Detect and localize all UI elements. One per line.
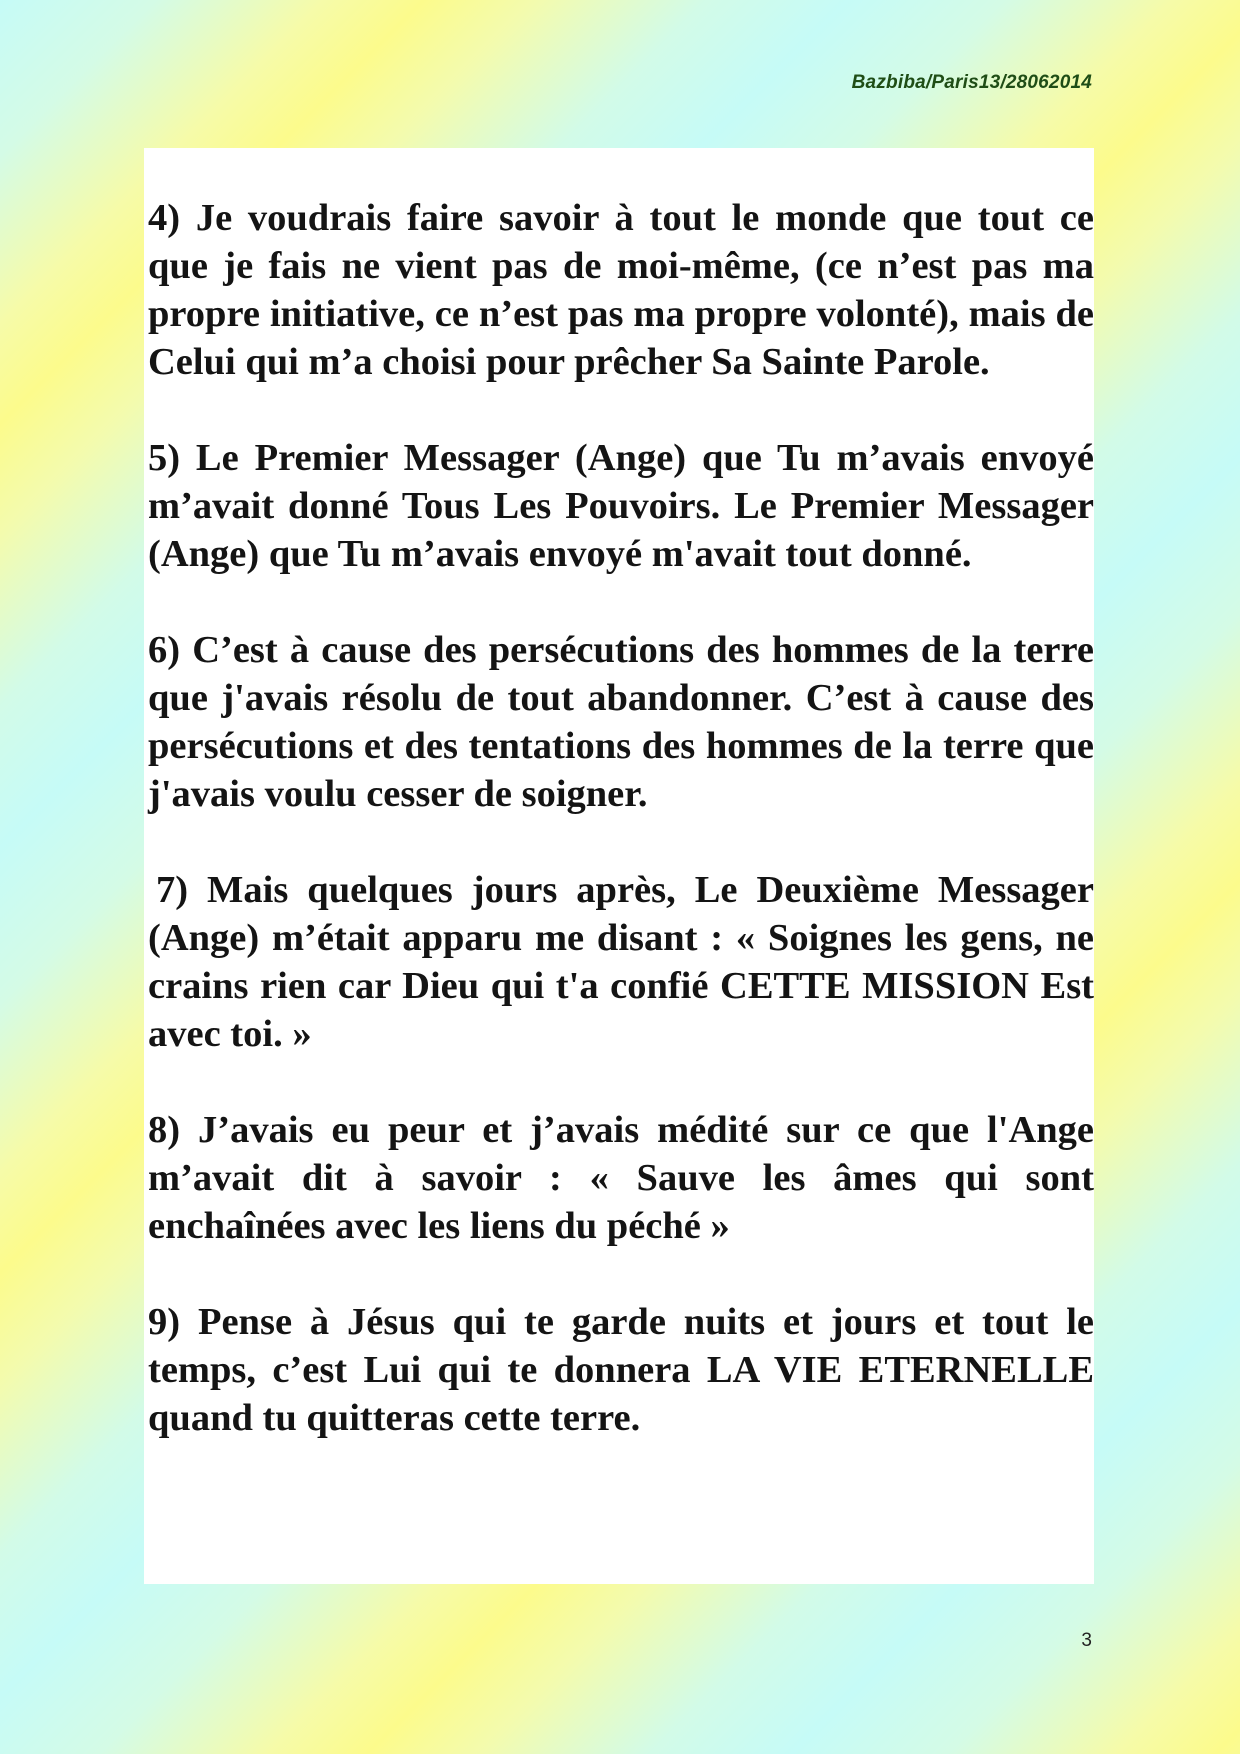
- text-panel: [144, 148, 1094, 1584]
- paragraph-6: 6) C’est à cause des persécutions des hommes de la terre que j'avais résolu de tout abandonner. C’est à cause des persécutions et des tentations des hommes de la terre que j'avais voulu cesser de soigner.: [148, 629, 1094, 815]
- paragraph-8: 8) J’avais eu peur et j’avais médité sur ce que l'Ange m’avait dit à savoir : « Sauve les âmes qui sont enchaînées avec les liens du péché »: [148, 1109, 1094, 1247]
- paragraph-7: 7) Mais quelques jours après, Le Deuxième Messager (Ange) m’était apparu me disant : « Soignes les gens, ne crains rien car Dieu qui t'a confié CETTE MISSION Est avec toi. »: [148, 869, 1094, 1055]
- paragraph-9: 9) Pense à Jésus qui te garde nuits et jours et tout le temps, c’est Lui qui te donnera LA VIE ETERNELLE quand tu quitteras cette terre.: [148, 1301, 1094, 1439]
- paragraph-4: 4) Je voudrais faire savoir à tout le monde que tout ce que je fais ne vient pas de moi-même, (ce n’est pas ma propre initiative, ce n’est pas ma propre volonté), mais de Celui qui m’a choisi pour prêcher Sa Sainte Parole.: [148, 197, 1094, 383]
- page-number: 3: [1081, 1630, 1092, 1651]
- paragraph-5: 5) Le Premier Messager (Ange) que Tu m’avais envoyé m’avait donné Tous Les Pouvoirs. Le Premier Messager (Ange) que Tu m’avais envoyé m'avait tout donné.: [148, 437, 1094, 575]
- document-reference: Bazbiba/Paris13/28062014: [851, 72, 1092, 93]
